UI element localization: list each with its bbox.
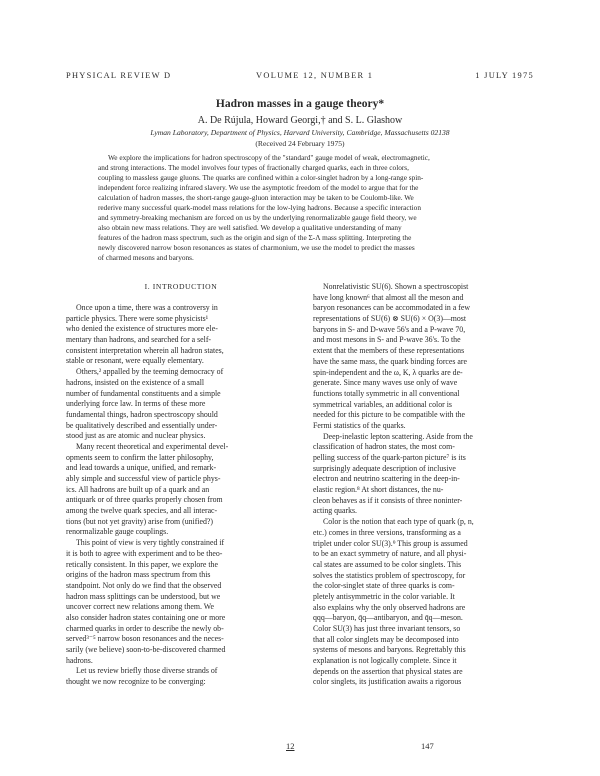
text-line: hadron mass splittings can be understood, but we xyxy=(66,591,221,601)
text-line: ics. All hadrons are built up of a quark and an xyxy=(66,484,210,494)
journal-name: PHYSICAL REVIEW D xyxy=(66,71,172,80)
abstract-line: and symmetry-breaking mechanism are forced on us by the underlying renormalizable gauge field theory, we xyxy=(98,213,417,223)
text-line: among the twelve quark species, and all interac- xyxy=(66,506,218,516)
abstract xyxy=(98,153,502,264)
text-line: cal states are assumed to be color singlets. This xyxy=(313,559,462,569)
text-line: stable or resonant, were equally elementary. xyxy=(66,356,204,366)
text-line: Let us review briefly those diverse strands of xyxy=(76,666,218,676)
text-line: served³⁻⁵ narrow boson resonances and the neces- xyxy=(66,634,224,644)
text-line: standpoint. Not only do we find that the observed xyxy=(66,580,222,590)
abstract-line: rederive many successful quark-model mass relations for the low-lying hadrons. Because a specific interaction xyxy=(98,203,421,213)
text-line: have long known⁶ that almost all the meson and xyxy=(313,292,464,302)
abstract-line: newly discovered narrow boson resonances as states of charmonium, we use the model to predict the masses xyxy=(98,243,415,253)
text-line: hadrons, insisted on the existence of a small xyxy=(66,377,205,387)
text-line: who denied the existence of structures more ele- xyxy=(66,324,218,334)
text-line: mentary than hadrons, and searched for a self- xyxy=(66,335,212,345)
text-line: solves the statistics problem of spectroscopy, for xyxy=(313,570,466,580)
text-line: uncover correct new relations among them. We xyxy=(66,602,214,612)
received-date: (Received 24 February 1975) xyxy=(255,139,345,148)
text-line: depends on the assertion that physical states are xyxy=(313,666,463,676)
text-line: Color SU(3) has just three invariant tensors, so xyxy=(313,624,461,633)
right-column xyxy=(313,282,536,688)
text-line: also explains why the only observed hadrons are xyxy=(313,602,466,612)
text-line: antiquark or of three quarks properly chosen from xyxy=(66,495,223,505)
section-heading: I. INTRODUCTION xyxy=(144,282,218,291)
text-line: ably simple and successful view of particle phys- xyxy=(66,474,221,483)
text-line: representations of SU(6) ⊗ SU(6) × O(3)—most xyxy=(313,314,467,324)
text-line: generate. Since many waves use only of wave xyxy=(313,378,458,388)
text-line: thought we now recognize to be converging: xyxy=(66,677,206,687)
text-line: baryon resonances can be accommodated in a few xyxy=(313,303,471,313)
text-line: number of fundamental constituents and a simple xyxy=(66,388,221,398)
text-line: acting quarks. xyxy=(313,506,357,516)
author-affiliation: Lyman Laboratory, Department of Physics, Harvard University, Cambridge, Massachusetts 02138 xyxy=(150,128,450,137)
volume-number: VOLUME 12, NUMBER 1 xyxy=(256,71,374,80)
text-line: also consider hadron states containing one or more xyxy=(66,612,226,622)
text-line: pletely antisymmetric in the color variable. It xyxy=(313,591,455,601)
text-line: spin-independent and the ω, K, λ quarks are de- xyxy=(313,367,463,377)
text-line: charmed quarks in order to describe the newly ob- xyxy=(66,623,224,633)
text-line: it is both to agree with experiment and to be theo- xyxy=(66,548,223,558)
text-line: Many recent theoretical and experimental devel- xyxy=(76,441,229,451)
text-line: retically consistent. In this paper, we explore the xyxy=(66,559,218,569)
text-line: cleon behaves as if it consists of three noninter- xyxy=(313,495,463,505)
text-line: Fermi statistics of the quarks. xyxy=(313,420,406,430)
text-line: underlying force law. In terms of these more xyxy=(66,399,206,409)
text-line: have the same mass, the quark binding forces are xyxy=(313,356,467,366)
right-column-body xyxy=(313,282,536,688)
text-line: Nonrelativistic SU(6). Shown a spectroscopist xyxy=(323,282,469,291)
page-number: 147 xyxy=(421,741,434,751)
text-line: and most mesons in S- and P-wave 36's. To the xyxy=(313,335,461,345)
issue-date: 1 JULY 1975 xyxy=(475,71,534,80)
text-line: Once upon a time, there was a controversy in xyxy=(76,303,218,312)
abstract-line: coupling to massless gauge gluons. The quarks are confined within a color-singlet hadron by a long-range spin- xyxy=(98,173,424,183)
text-line: origins of the hadron mass spectrum from this xyxy=(66,570,211,580)
text-line: to be an exact symmetry of nature, and all physi- xyxy=(313,549,467,559)
text-line: particle physics. There were some physicists¹ xyxy=(66,313,209,323)
text-line: stood just as are atomic and nuclear physics. xyxy=(66,431,206,441)
paper-authors: A. De Rújula, Howard Georgi,† and S. L. Glashow xyxy=(197,115,403,126)
paper-title: Hadron masses in a gauge theory* xyxy=(215,98,385,110)
text-line: triplet under color SU(3).⁹ This group is assumed xyxy=(313,538,468,548)
abstract-line: independent force realizing infrared slavery. We use the asymptotic freedom of the model to argue that for the xyxy=(98,183,419,193)
volume-page-number: 12 xyxy=(286,741,295,751)
text-line: pelling success of the quark-parton picture⁷ is its xyxy=(313,453,466,462)
text-line: fundamental things, hadron spectroscopy should xyxy=(66,409,218,419)
text-line: be qualitatively described and essentially under- xyxy=(66,420,218,430)
text-line: Color is the notion that each type of quark (p, n, xyxy=(323,517,474,527)
text-line: etc.) comes in three versions, transforming as a xyxy=(313,527,461,537)
text-line: that all color singlets may be decomposed into xyxy=(313,634,459,644)
abstract-line: We explore the implications for hadron spectroscopy of the "standard" gauge model of weak, electromagnetic, xyxy=(108,153,430,162)
text-line: color singlets, its justification awaits a rigorous xyxy=(313,677,462,687)
text-line: renormalizable gauge couplings. xyxy=(66,527,169,537)
abstract-line: features of the hadron mass spectrum, such as the origin and sign of the Σ-Λ mass splitting. Interpreting the xyxy=(98,233,412,243)
abstract-line: calculation of hadron masses, the short-range gauge-gluon interaction may be taken to be Coulomb-like. We xyxy=(98,193,414,203)
text-line: functions totally symmetric in all conventional xyxy=(313,388,460,398)
abstract-line: and strong interactions. The model involves four types of fractionally charged quarks, each in three colors, xyxy=(98,163,409,173)
left-column-body xyxy=(66,303,296,688)
abstract-line: also obtain new mass relations. They are well satisfied. We develop a qualitative understanding of many xyxy=(98,223,402,233)
text-line: consistent interpretation wherein all hadron states, xyxy=(66,345,224,355)
text-line: the color-singlet state of three quarks is com- xyxy=(313,581,455,591)
abstract-line: of charmed mesons and baryons. xyxy=(98,253,194,263)
text-line: tions (but not yet gravity) arise from (unified?) xyxy=(66,516,214,526)
text-line: electron and neutrino scattering in the deep-in- xyxy=(313,474,460,484)
text-line: Deep-inelastic lepton scattering. Aside from the xyxy=(323,431,473,441)
text-line: explanation is not logically complete. Since it xyxy=(313,656,457,666)
text-line: Others,² appalled by the teeming democracy of xyxy=(76,367,224,377)
running-header xyxy=(66,71,534,83)
text-line: classification of hadron states, the most com- xyxy=(313,442,455,452)
text-line: sarily (we believe) soon-to-be-discovered charmed xyxy=(66,645,226,654)
text-line: systems of mesons and baryons. Regrettably this xyxy=(313,645,466,655)
text-line: This point of view is very tightly constrained if xyxy=(76,538,225,548)
left-column xyxy=(66,282,296,688)
text-line: needed for this picture to be compatible with the xyxy=(313,410,466,420)
text-line: elastic region.⁸ At short distances, the nu- xyxy=(313,485,444,495)
text-line: and lead towards a unique, unified, and remark- xyxy=(66,463,217,473)
text-line: opments seem to confirm the latter philosophy, xyxy=(66,452,214,462)
text-line: baryons in S- and D-wave 56's and a P-wave 70, xyxy=(313,324,466,334)
text-line: symmetrical variables, an additional color is xyxy=(313,399,452,409)
text-line: surprisingly adequate description of inclusive xyxy=(313,463,456,473)
text-line: qqq—baryon, q̄q—antibaryon, and q̄q—meson. xyxy=(313,613,463,623)
text-line: hadrons. xyxy=(66,655,93,665)
text-line: extent that the members of these representations xyxy=(313,346,465,356)
